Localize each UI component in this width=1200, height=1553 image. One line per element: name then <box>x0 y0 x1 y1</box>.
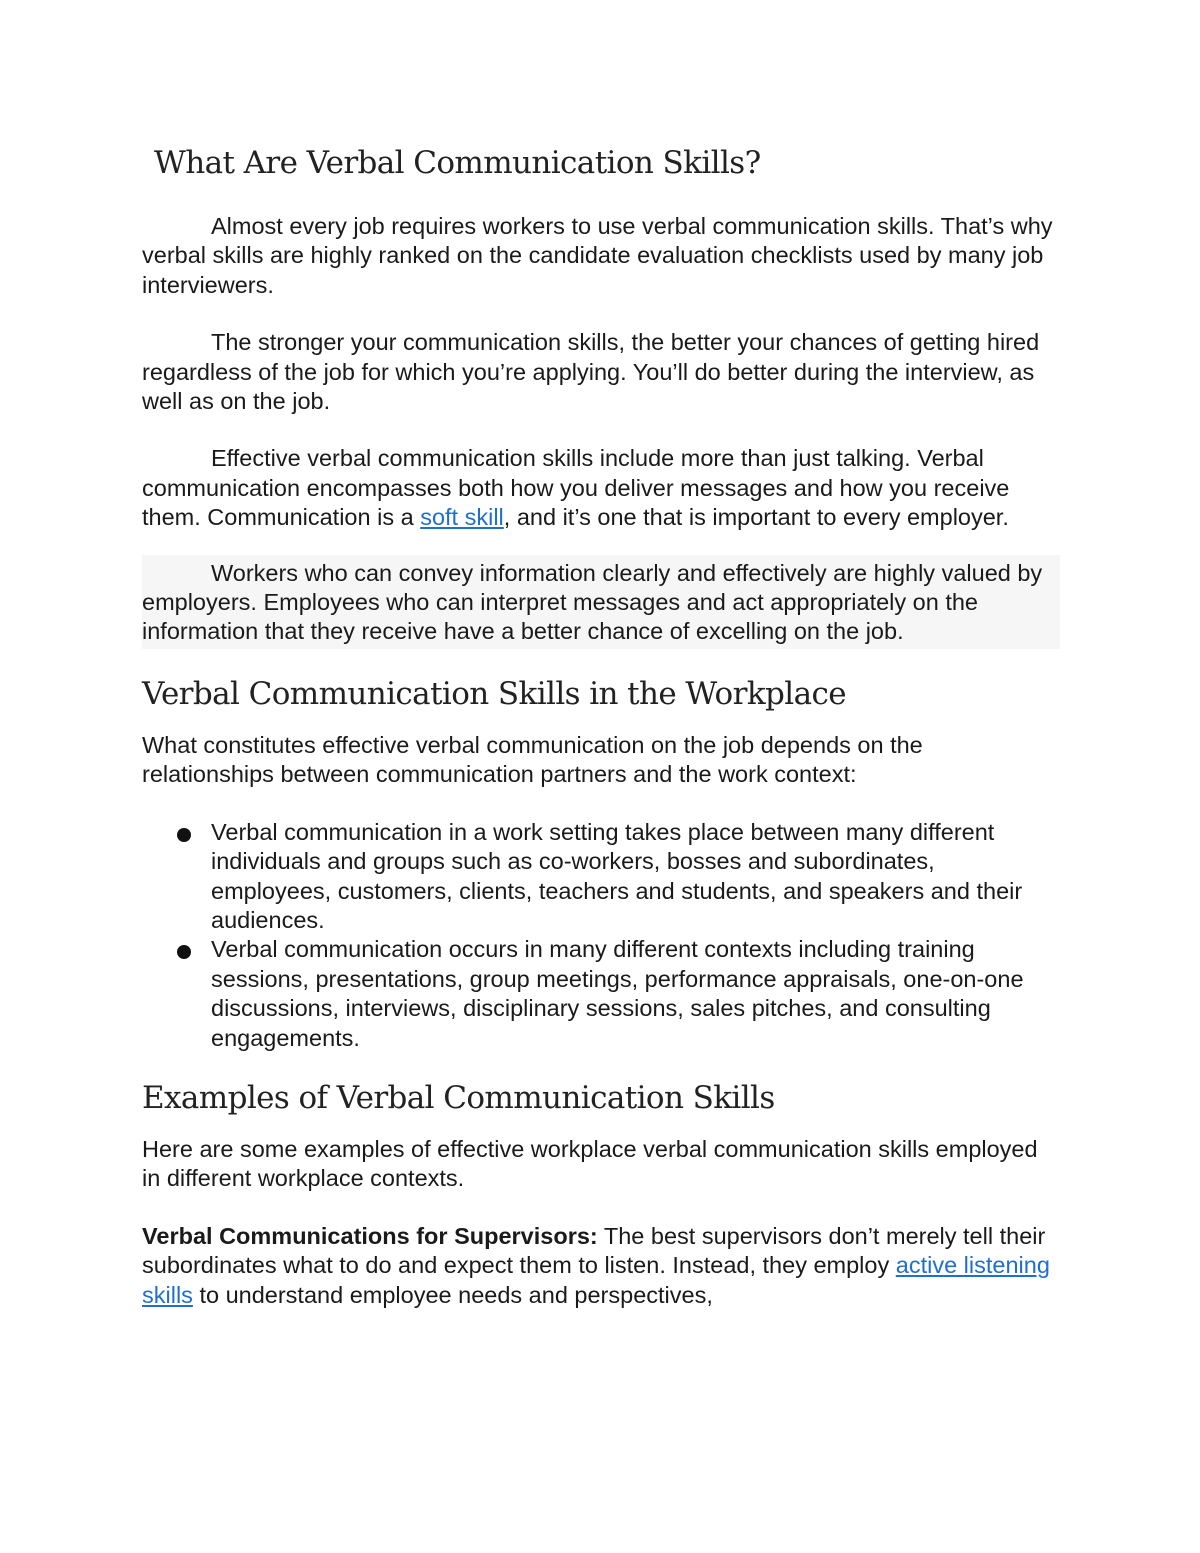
list-item <box>142 935 1060 1053</box>
intro-paragraph-3 <box>142 444 1060 532</box>
section-heading-workplace: Verbal Communication Skills in the Workplace <box>142 675 846 712</box>
active-listening-link[interactable]: active listening skills <box>142 1252 1050 1308</box>
intro-paragraph-1: Almost every job requires workers to use verbal communication skills. That’s why verbal skills are highly ranked on the candidate evaluation checklists used by many job interviewers. <box>142 213 1053 298</box>
workplace-lead: What constitutes effective verbal communication on the job depends on the relationships between communication partners and the work context: <box>142 731 923 788</box>
intro-paragraph-3-tail: , and it’s one that is important to every employer. <box>503 504 1009 531</box>
examples-lead: Here are some examples of effective workplace verbal communication skills employed in different workplace contexts. <box>142 1135 1038 1192</box>
workplace-bullet-list <box>142 818 1060 1053</box>
intro-paragraph-4: Workers who can convey information clearly and effectively are highly valued by employers. Employees who can interpret messages and act appropriately on the information that they receive have a better chance of excelling on the job. <box>142 559 1043 645</box>
bullet-icon <box>177 828 191 842</box>
intro-paragraph-2: The stronger your communication skills, the better your chances of getting hired regardless of the job for which you’re applying. You’ll do better during the interview, as well as on the job. <box>142 329 1040 415</box>
bullet-text: Verbal communication in a work setting takes place between many different individuals and groups such as co-workers, bosses and subordinates, employees, customers, clients, teachers and students, and speakers and their audiences. <box>211 818 1023 933</box>
bullet-text: Verbal communication occurs in many different contexts including training sessions, presentations, group meetings, performance appraisals, one-on-one discussions, interviews, disciplinary sessions, sales pitches, and consulting engagements. <box>211 936 1024 1051</box>
document-page <box>142 140 1060 1310</box>
intro-paragraph-3-text: Effective verbal communication skills include more than just talking. Verbal communication encompasses both how you deliver messages and how you receive them. Communication is a <box>142 445 1010 531</box>
bullet-icon <box>177 945 191 959</box>
page-title: What Are Verbal Communication Skills? <box>154 145 761 181</box>
soft-skill-link[interactable]: soft skill <box>420 504 504 531</box>
supervisors-paragraph <box>142 1222 1060 1310</box>
list-item <box>142 818 1060 936</box>
highlighted-block <box>142 555 1060 649</box>
section-heading-examples: Examples of Verbal Communication Skills <box>142 1079 775 1116</box>
supervisors-tail: to understand employee needs and perspectives, <box>192 1281 713 1308</box>
supervisors-text: The best supervisors don’t merely tell their subordinates what to do and expect them to listen. Instead, they employ <box>142 1222 1046 1279</box>
supervisors-label: Verbal Communications for Supervisors: <box>142 1222 598 1249</box>
